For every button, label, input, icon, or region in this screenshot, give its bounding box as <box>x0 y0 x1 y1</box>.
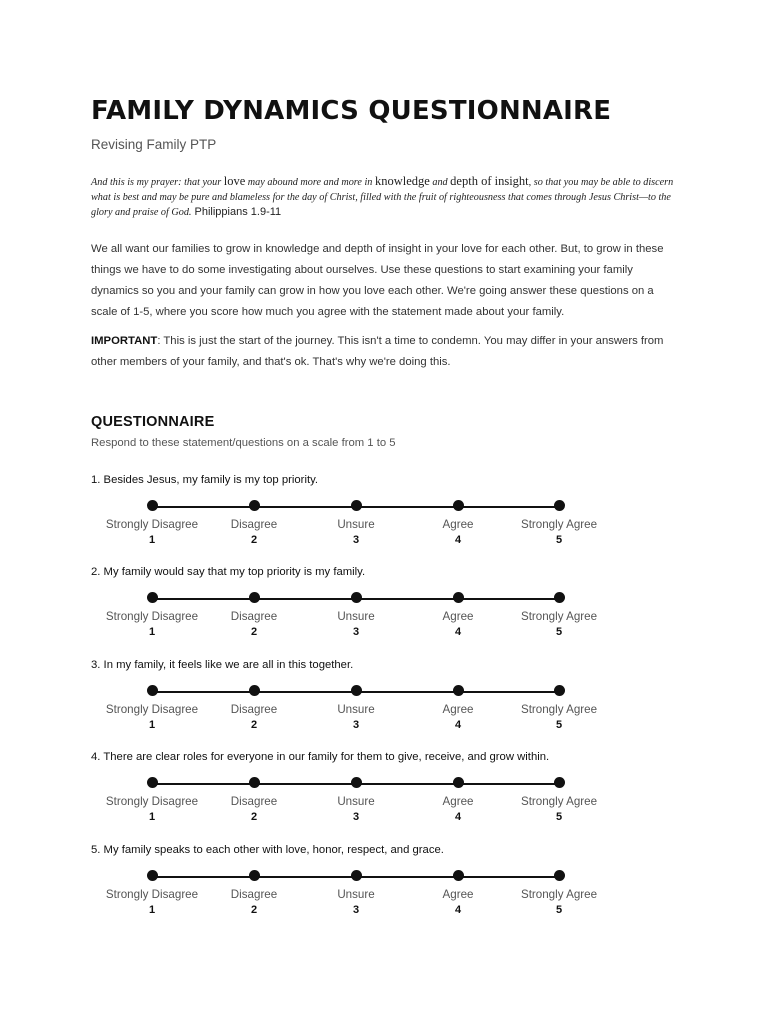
rating-dot[interactable] <box>351 500 362 511</box>
rating-dot[interactable] <box>351 777 362 788</box>
rating-label: Agree <box>442 888 474 901</box>
rating-value: 1 <box>148 534 156 546</box>
question-text: 4. There are clear roles for everyone in our family for them to give, receive, and grow within. <box>91 751 550 763</box>
questionnaire-instructions: Respond to these statement/questions on a scale from 1 to 5 <box>91 437 396 449</box>
rating-label: Disagree <box>230 703 278 716</box>
rating-option[interactable] <box>504 775 614 823</box>
rating-value: 1 <box>148 811 156 823</box>
rating-option[interactable] <box>97 498 207 546</box>
rating-dot[interactable] <box>351 870 362 881</box>
question-item <box>91 844 691 924</box>
rating-dot[interactable] <box>453 777 464 788</box>
rating-label: Disagree <box>230 610 278 623</box>
question-item <box>91 659 691 739</box>
verse-highlight-depth: depth of insight <box>450 174 529 188</box>
rating-label: Strongly Disagree <box>105 610 199 623</box>
rating-label: Agree <box>442 518 474 531</box>
rating-option[interactable] <box>403 590 513 638</box>
rating-dot[interactable] <box>554 592 565 603</box>
rating-label: Strongly Agree <box>520 610 598 623</box>
rating-option[interactable] <box>199 498 309 546</box>
rating-option[interactable] <box>97 868 207 916</box>
rating-dot[interactable] <box>453 870 464 881</box>
rating-value: 2 <box>250 719 258 731</box>
rating-dot[interactable] <box>249 777 260 788</box>
rating-value: 3 <box>352 626 360 638</box>
important-label: IMPORTANT <box>91 335 158 347</box>
rating-label: Unsure <box>337 518 375 531</box>
question-text: 1. Besides Jesus, my family is my top priority. <box>91 474 319 486</box>
rating-option[interactable] <box>504 683 614 731</box>
page-title: FAMILY DYNAMICS QUESTIONNAIRE <box>91 96 612 126</box>
rating-option[interactable] <box>301 775 411 823</box>
rating-dot[interactable] <box>453 500 464 511</box>
rating-option[interactable] <box>301 590 411 638</box>
rating-value: 2 <box>250 904 258 916</box>
rating-dot[interactable] <box>453 685 464 696</box>
rating-dot[interactable] <box>554 777 565 788</box>
rating-value: 1 <box>148 904 156 916</box>
rating-value: 4 <box>454 811 462 823</box>
important-note <box>91 331 666 373</box>
rating-dot[interactable] <box>351 685 362 696</box>
rating-dot[interactable] <box>249 870 260 881</box>
rating-value: 5 <box>555 534 563 546</box>
rating-option[interactable] <box>199 590 309 638</box>
rating-dot[interactable] <box>249 685 260 696</box>
rating-label: Agree <box>442 795 474 808</box>
rating-label: Unsure <box>337 888 375 901</box>
rating-value: 3 <box>352 534 360 546</box>
rating-dot[interactable] <box>351 592 362 603</box>
question-text: 5. My family speaks to each other with love, honor, respect, and grace. <box>91 844 444 856</box>
rating-option[interactable] <box>97 590 207 638</box>
rating-dot[interactable] <box>554 685 565 696</box>
rating-option[interactable] <box>504 868 614 916</box>
rating-label: Unsure <box>337 610 375 623</box>
rating-value: 4 <box>454 626 462 638</box>
verse-highlight-love: love <box>223 174 246 188</box>
rating-value: 5 <box>555 719 563 731</box>
rating-option[interactable] <box>504 498 614 546</box>
rating-option[interactable] <box>403 683 513 731</box>
rating-dot[interactable] <box>147 592 158 603</box>
rating-value: 4 <box>454 904 462 916</box>
rating-option[interactable] <box>199 868 309 916</box>
rating-value: 4 <box>454 534 462 546</box>
rating-label: Strongly Agree <box>520 888 598 901</box>
rating-value: 4 <box>454 719 462 731</box>
rating-value: 3 <box>352 719 360 731</box>
rating-value: 1 <box>148 626 156 638</box>
rating-option[interactable] <box>301 498 411 546</box>
rating-option[interactable] <box>97 775 207 823</box>
rating-dot[interactable] <box>147 777 158 788</box>
verse-text: may abound more and more in <box>245 177 375 188</box>
rating-value: 5 <box>555 904 563 916</box>
rating-label: Strongly Agree <box>520 795 598 808</box>
rating-option[interactable] <box>301 683 411 731</box>
verse-highlight-knowledge: knowledge <box>374 174 430 188</box>
rating-label: Unsure <box>337 703 375 716</box>
rating-value: 5 <box>555 626 563 638</box>
page-subtitle: Revising Family PTP <box>91 137 217 152</box>
rating-label: Disagree <box>230 795 278 808</box>
rating-dot[interactable] <box>554 870 565 881</box>
important-text: : This is just the start of the journey. This isn't a time to condemn. You may differ in your answers from other members of your family, and that's ok. That's why we're doing this. <box>91 335 664 368</box>
rating-label: Strongly Agree <box>520 518 598 531</box>
question-item <box>91 751 691 831</box>
rating-label: Strongly Disagree <box>105 703 199 716</box>
verse-text: and <box>429 177 451 188</box>
intro-paragraph: We all want our families to grow in knowledge and depth of insight in your love for each other. But, to grow in these things we have to do some investigating about ourselves. Use these questions to start examining your family dynamics so you and your family can grow in how you love each other. We're going answer these questions on a scale of 1-5, where you score how much you agree with the statement made about your family. <box>91 243 664 318</box>
rating-label: Disagree <box>230 888 278 901</box>
rating-option[interactable] <box>301 868 411 916</box>
scripture-verse <box>91 174 681 220</box>
rating-dot[interactable] <box>554 500 565 511</box>
rating-value: 2 <box>250 534 258 546</box>
question-item <box>91 566 691 646</box>
rating-value: 3 <box>352 811 360 823</box>
rating-label: Strongly Agree <box>520 703 598 716</box>
verse-text: And this is my prayer: that your <box>91 177 224 188</box>
rating-option[interactable] <box>504 590 614 638</box>
rating-option[interactable] <box>403 775 513 823</box>
rating-label: Strongly Disagree <box>105 795 199 808</box>
questionnaire-heading: QUESTIONNAIRE <box>91 414 215 430</box>
rating-label: Unsure <box>337 795 375 808</box>
rating-dot[interactable] <box>249 592 260 603</box>
rating-label: Agree <box>442 610 474 623</box>
question-text: 2. My family would say that my top priority is my family. <box>91 566 366 578</box>
rating-value: 2 <box>250 811 258 823</box>
rating-option[interactable] <box>97 683 207 731</box>
rating-dot[interactable] <box>147 685 158 696</box>
rating-value: 5 <box>555 811 563 823</box>
rating-option[interactable] <box>403 868 513 916</box>
verse-text: , so that you may be able to discern what is best and may be pure and blameless for the day of Christ, filled with the fruit of righteousness that comes through Jesus Christ—to the glory and praise of God. <box>91 177 674 218</box>
rating-value: 1 <box>148 719 156 731</box>
rating-option[interactable] <box>403 498 513 546</box>
rating-label: Strongly Disagree <box>105 888 199 901</box>
rating-option[interactable] <box>199 683 309 731</box>
question-item <box>91 474 691 554</box>
rating-dot[interactable] <box>249 500 260 511</box>
rating-label: Strongly Disagree <box>105 518 199 531</box>
rating-label: Disagree <box>230 518 278 531</box>
verse-reference: Philippians 1.9-11 <box>191 206 282 218</box>
rating-dot[interactable] <box>147 500 158 511</box>
rating-dot[interactable] <box>147 870 158 881</box>
rating-value: 3 <box>352 904 360 916</box>
rating-label: Agree <box>442 703 474 716</box>
question-text: 3. In my family, it feels like we are all in this together. <box>91 659 354 671</box>
rating-dot[interactable] <box>453 592 464 603</box>
rating-option[interactable] <box>199 775 309 823</box>
rating-value: 2 <box>250 626 258 638</box>
